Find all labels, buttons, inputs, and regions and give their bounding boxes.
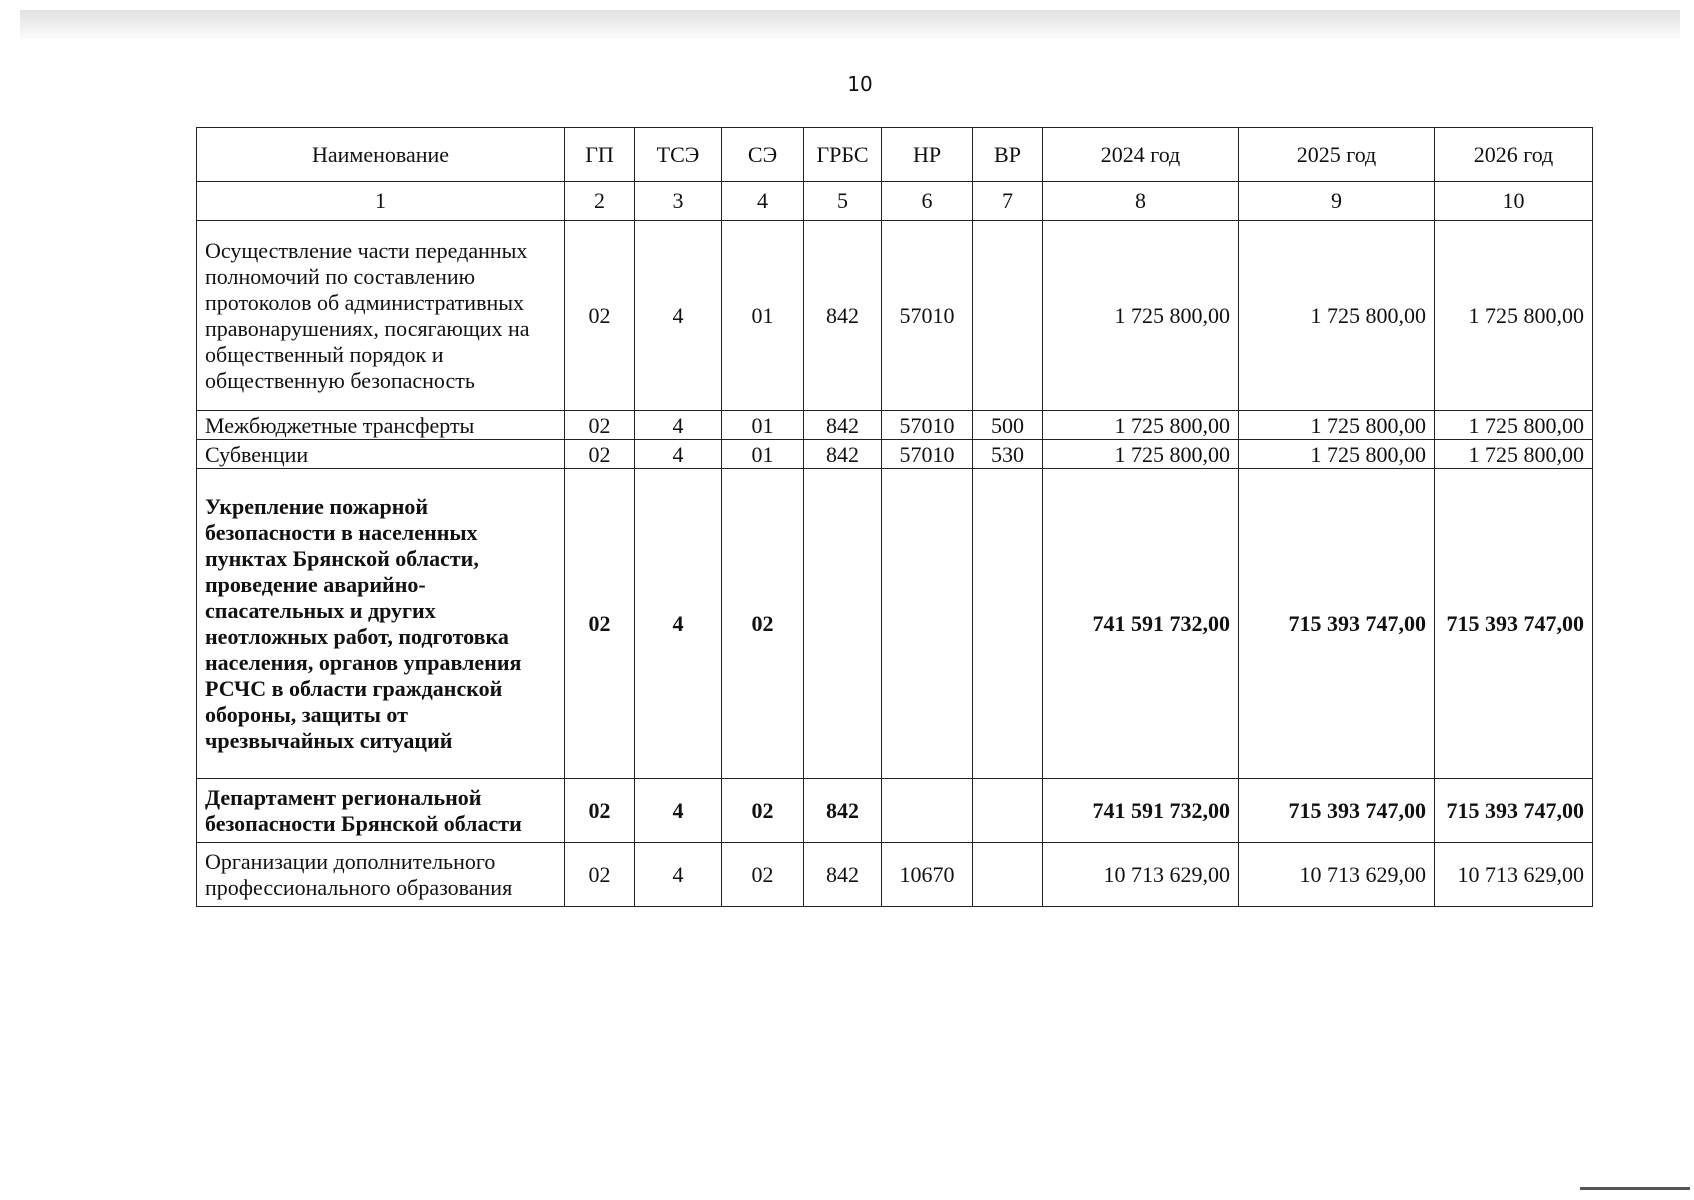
se-cell: 01	[722, 440, 804, 469]
amount-2024: 1 725 800,00	[1043, 440, 1239, 469]
vr-cell: 530	[973, 440, 1043, 469]
gp-cell: 02	[565, 411, 635, 440]
column-number: 5	[804, 182, 882, 221]
column-header: 2025 год	[1239, 128, 1435, 182]
nr-cell: 10670	[882, 843, 973, 907]
amount-2026: 1 725 800,00	[1435, 221, 1593, 411]
se-cell: 01	[722, 221, 804, 411]
table-row	[197, 440, 1593, 469]
row-name: Субвенции	[197, 440, 565, 469]
amount-2025: 1 725 800,00	[1239, 221, 1435, 411]
se-cell: 02	[722, 469, 804, 779]
budget-table	[196, 127, 1593, 907]
amount-2026: 715 393 747,00	[1435, 469, 1593, 779]
column-header: СЭ	[722, 128, 804, 182]
column-number: 4	[722, 182, 804, 221]
column-header: 2026 год	[1435, 128, 1593, 182]
nr-cell	[882, 779, 973, 843]
row-name: Межбюджетные трансферты	[197, 411, 565, 440]
column-number-row	[197, 182, 1593, 221]
amount-2024: 741 591 732,00	[1043, 469, 1239, 779]
tse-cell: 4	[635, 779, 722, 843]
header-row	[197, 128, 1593, 182]
tse-cell: 4	[635, 411, 722, 440]
column-number: 3	[635, 182, 722, 221]
row-name: Укрепление пожарной безопасности в населенных пунктах Брянской области, проведение аварийно-спасательных и других неотложных работ, подготовка населения, органов управления РСЧС в области гражданской обороны, защиты от чрезвычайных ситуаций	[197, 469, 565, 779]
se-cell: 02	[722, 843, 804, 907]
se-cell: 02	[722, 779, 804, 843]
column-header: ТСЭ	[635, 128, 722, 182]
row-name: Департамент региональной безопасности Брянской области	[197, 779, 565, 843]
scan-shadow	[20, 10, 1680, 38]
table-row	[197, 411, 1593, 440]
amount-2026: 1 725 800,00	[1435, 440, 1593, 469]
vr-cell	[973, 221, 1043, 411]
table-row	[197, 469, 1593, 779]
column-header: НР	[882, 128, 973, 182]
scan-artifact	[1580, 1187, 1690, 1190]
column-header: ГРБС	[804, 128, 882, 182]
se-cell: 01	[722, 411, 804, 440]
grbs-cell: 842	[804, 411, 882, 440]
column-number: 2	[565, 182, 635, 221]
gp-cell: 02	[565, 779, 635, 843]
gp-cell: 02	[565, 843, 635, 907]
column-number: 9	[1239, 182, 1435, 221]
amount-2025: 1 725 800,00	[1239, 411, 1435, 440]
amount-2026: 1 725 800,00	[1435, 411, 1593, 440]
column-header: ГП	[565, 128, 635, 182]
grbs-cell: 842	[804, 779, 882, 843]
amount-2024: 1 725 800,00	[1043, 411, 1239, 440]
vr-cell: 500	[973, 411, 1043, 440]
tse-cell: 4	[635, 469, 722, 779]
amount-2025: 715 393 747,00	[1239, 469, 1435, 779]
grbs-cell: 842	[804, 440, 882, 469]
amount-2025: 1 725 800,00	[1239, 440, 1435, 469]
gp-cell: 02	[565, 221, 635, 411]
amount-2024: 1 725 800,00	[1043, 221, 1239, 411]
amount-2025: 10 713 629,00	[1239, 843, 1435, 907]
gp-cell: 02	[565, 469, 635, 779]
amount-2026: 10 713 629,00	[1435, 843, 1593, 907]
table-row	[197, 843, 1593, 907]
grbs-cell	[804, 469, 882, 779]
row-name: Организации дополнительного профессионального образования	[197, 843, 565, 907]
nr-cell: 57010	[882, 221, 973, 411]
table-row	[197, 221, 1593, 411]
table-row	[197, 779, 1593, 843]
tse-cell: 4	[635, 843, 722, 907]
nr-cell	[882, 469, 973, 779]
column-number: 6	[882, 182, 973, 221]
nr-cell: 57010	[882, 411, 973, 440]
column-header: Наименование	[197, 128, 565, 182]
page-number: 10	[847, 72, 873, 96]
column-header: ВР	[973, 128, 1043, 182]
grbs-cell: 842	[804, 221, 882, 411]
amount-2026: 715 393 747,00	[1435, 779, 1593, 843]
tse-cell: 4	[635, 221, 722, 411]
tse-cell: 4	[635, 440, 722, 469]
column-header: 2024 год	[1043, 128, 1239, 182]
vr-cell	[973, 843, 1043, 907]
gp-cell: 02	[565, 440, 635, 469]
amount-2024: 10 713 629,00	[1043, 843, 1239, 907]
column-number: 8	[1043, 182, 1239, 221]
column-number: 1	[197, 182, 565, 221]
row-name: Осуществление части переданных полномочий по составлению протоколов об административных правонарушениях, посягающих на общественный порядок и общественную безопасность	[197, 221, 565, 411]
vr-cell	[973, 469, 1043, 779]
grbs-cell: 842	[804, 843, 882, 907]
vr-cell	[973, 779, 1043, 843]
column-number: 7	[973, 182, 1043, 221]
amount-2025: 715 393 747,00	[1239, 779, 1435, 843]
nr-cell: 57010	[882, 440, 973, 469]
amount-2024: 741 591 732,00	[1043, 779, 1239, 843]
column-number: 10	[1435, 182, 1593, 221]
